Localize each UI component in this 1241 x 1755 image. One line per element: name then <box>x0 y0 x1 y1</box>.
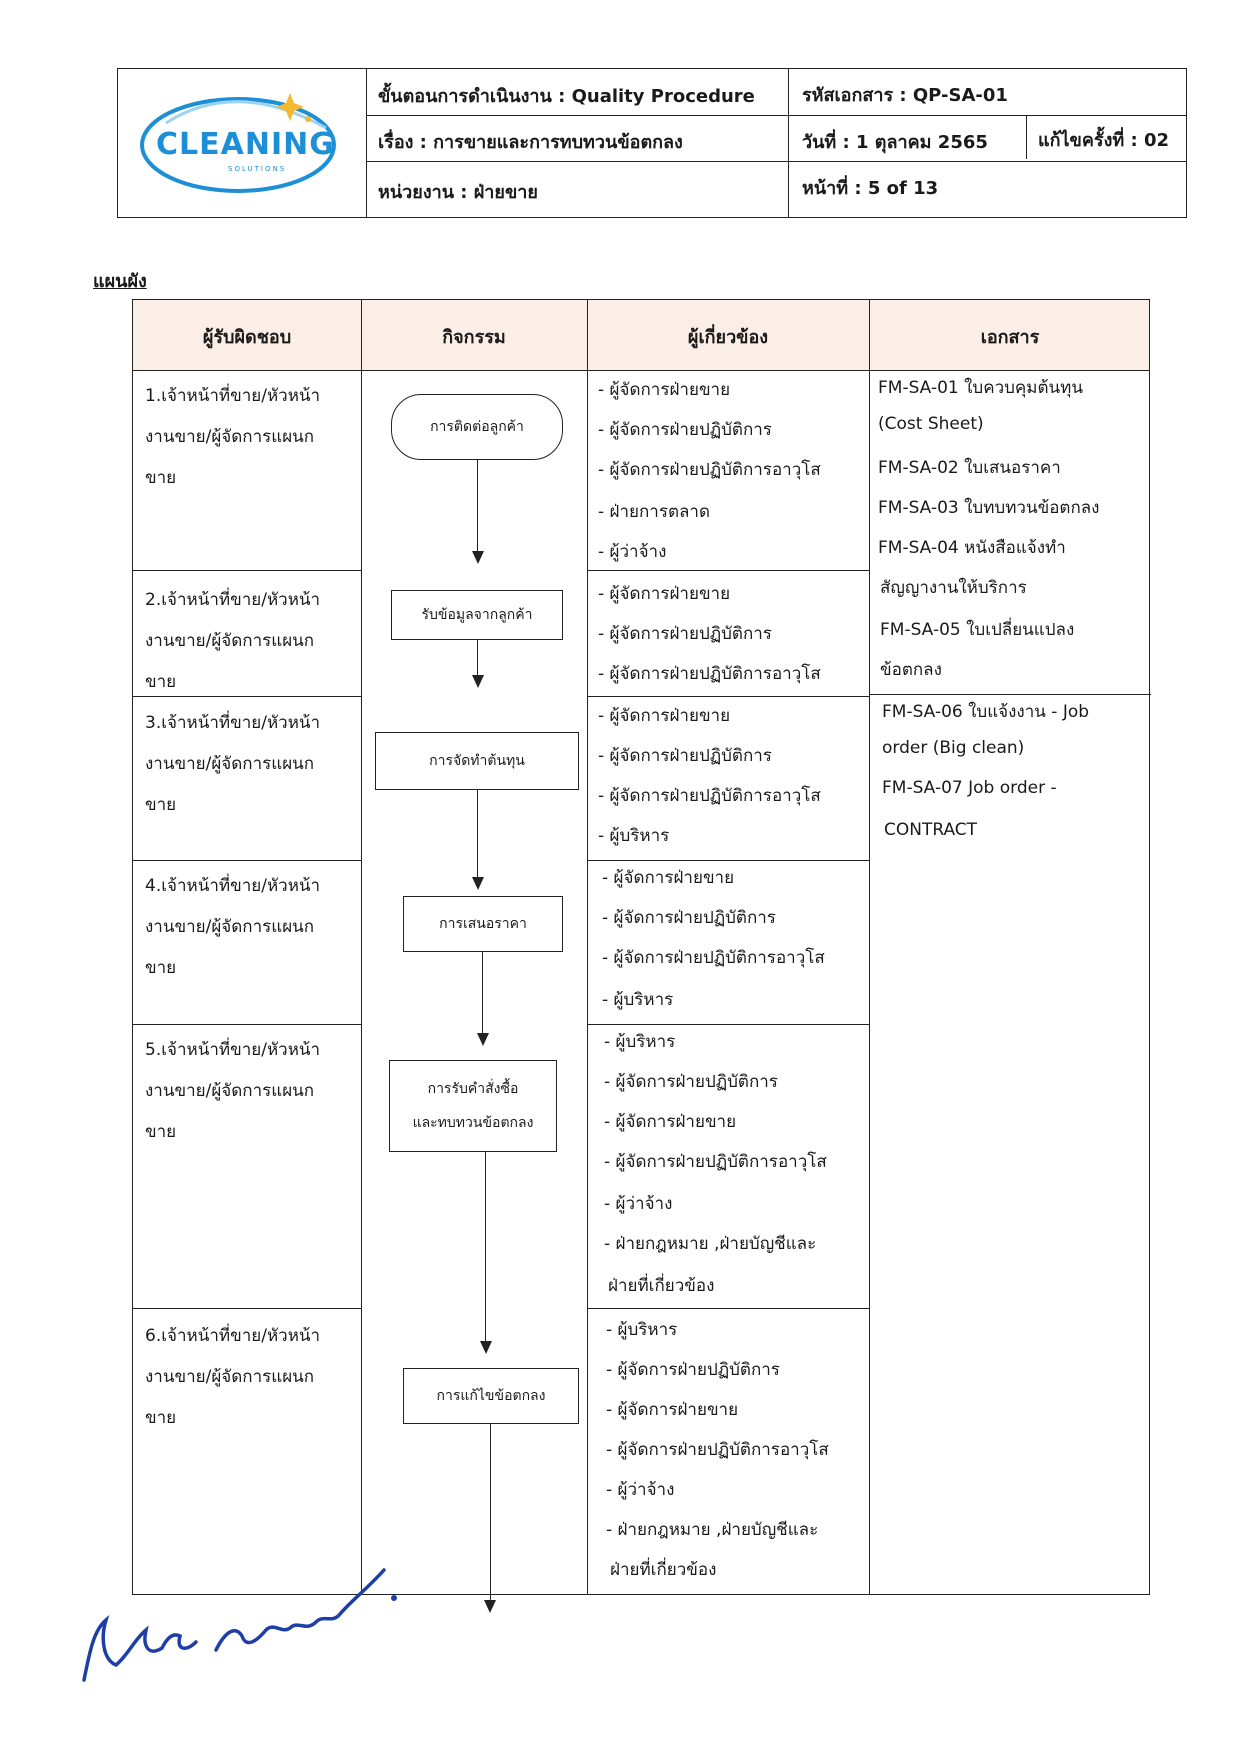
list-item: - ผู้บริหาร <box>606 1320 678 1340</box>
table-header <box>133 300 1149 371</box>
document-item: FM-SA-01 ใบควบคุมต้นทุน <box>878 378 1083 398</box>
activity-quotation: การเสนอราคา <box>403 896 563 952</box>
list-item: - ผู้จัดการฝ่ายปฏิบัติการอาวุโส <box>602 948 825 968</box>
list-item: - ฝ่ายการตลาด <box>598 502 711 522</box>
list-item: - ผู้จัดการฝ่ายปฏิบัติการอาวุโส <box>606 1440 829 1460</box>
document-item: order (Big clean) <box>882 738 1025 758</box>
list-item: - ผู้จัดการฝ่ายปฏิบัติการ <box>606 1360 780 1380</box>
list-item: - ผู้จัดการฝ่ายปฏิบัติการ <box>598 624 772 644</box>
document-date: วันที่ : 1 ตุลาคม 2565 <box>802 132 988 153</box>
list-item: - ผู้จัดการฝ่ายปฏิบัติการ <box>598 746 772 766</box>
document-item: ข้อตกลง <box>880 660 942 680</box>
list-item: - ผู้จัดการฝ่ายขาย <box>598 584 731 604</box>
procedure-title: ขั้นตอนการดำเนินงาน : Quality Procedure <box>378 86 755 107</box>
list-item: - ผู้บริหาร <box>604 1032 676 1052</box>
document-header <box>117 68 1187 218</box>
responsible-row-6: 6.เจ้าหน้าที่ขาย/หัวหน้า งานขาย/ผู้จัดการแผนก ขาย <box>145 1326 321 1428</box>
revision-number: แก้ไขครั้งที่ : 02 <box>1038 130 1170 151</box>
list-item: - ผู้จัดการฝ่ายปฏิบัติการ <box>604 1072 778 1092</box>
list-item: - ผู้จัดการฝ่ายปฏิบัติการอาวุโส <box>604 1152 827 1172</box>
responsible-row-1: 1.เจ้าหน้าที่ขาย/หัวหน้า งานขาย/ผู้จัดการแผนก ขาย <box>145 386 321 488</box>
list-item: - ฝ่ายกฎหมาย ,ฝ่ายบัญชีและ <box>606 1520 819 1540</box>
list-item: ฝ่ายที่เกี่ยวข้อง <box>610 1560 717 1580</box>
logo-subtext: SOLUTIONS <box>228 165 287 173</box>
list-item: - ผู้จัดการฝ่ายขาย <box>598 706 731 726</box>
responsible-row-3: 3.เจ้าหน้าที่ขาย/หัวหน้า งานขาย/ผู้จัดการแผนก ขาย <box>145 713 321 815</box>
document-item: FM-SA-04 หนังสือแจ้งทำ <box>878 538 1066 558</box>
flow-continue-arrow <box>484 1600 496 1613</box>
list-item: - ผู้บริหาร <box>598 826 670 846</box>
document-item: CONTRACT <box>884 820 978 840</box>
list-item: - ผู้จัดการฝ่ายปฏิบัติการอาวุโส <box>598 664 821 684</box>
list-item: - ผู้บริหาร <box>602 990 674 1010</box>
header-documents: เอกสาร <box>980 327 1040 348</box>
logo-wordmark: CLEANING <box>156 127 335 162</box>
document-item: สัญญางานให้บริการ <box>880 578 1027 598</box>
document-item: FM-SA-06 ใบแจ้งงาน - Job <box>882 702 1090 722</box>
list-item: - ผู้จัดการฝ่ายปฏิบัติการอาวุโส <box>598 460 821 480</box>
header-responsible: ผู้รับผิดชอบ <box>202 327 292 348</box>
list-item: - ผู้จัดการฝ่ายขาย <box>604 1112 737 1132</box>
activity-contact-customer: การติดต่อลูกค้า <box>391 394 563 460</box>
page-number: หน้าที่ : 5 of 13 <box>802 178 939 199</box>
responsible-row-2: 2.เจ้าหน้าที่ขาย/หัวหน้า งานขาย/ผู้จัดการแผนก ขาย <box>145 590 321 692</box>
document-item: FM-SA-07 Job order - <box>882 778 1057 798</box>
list-item: - ผู้จัดการฝ่ายปฏิบัติการ <box>598 420 772 440</box>
document-item: FM-SA-02 ใบเสนอราคา <box>878 458 1061 478</box>
header-activity: กิจกรรม <box>442 327 506 348</box>
list-item: - ผู้จัดการฝ่ายขาย <box>602 868 735 888</box>
header-related: ผู้เกี่ยวข้อง <box>687 327 769 348</box>
activity-amend-agreement: การแก้ไขข้อตกลง <box>403 1368 579 1424</box>
activity-receive-customer-info: รับข้อมูลจากลูกค้า <box>391 590 563 640</box>
subject-title: เรื่อง : การขายและการทบทวนข้อตกลง <box>378 132 683 153</box>
list-item: - ผู้จัดการฝ่ายขาย <box>606 1400 739 1420</box>
document-code: รหัสเอกสาร : QP-SA-01 <box>802 85 1008 106</box>
list-item: ฝ่ายที่เกี่ยวข้อง <box>608 1276 715 1296</box>
responsible-row-5: 5.เจ้าหน้าที่ขาย/หัวหน้า งานขาย/ผู้จัดการแผนก ขาย <box>145 1040 321 1142</box>
activity-costing: การจัดทำต้นทุน <box>375 732 579 790</box>
list-item: - ผู้ว่าจ้าง <box>606 1480 675 1500</box>
list-item: - ผู้จัดการฝ่ายขาย <box>598 380 731 400</box>
list-item: - ฝ่ายกฎหมาย ,ฝ่ายบัญชีและ <box>604 1234 817 1254</box>
list-item: - ผู้ว่าจ้าง <box>598 542 667 562</box>
company-logo <box>136 83 346 203</box>
list-item: - ผู้ว่าจ้าง <box>604 1194 673 1214</box>
list-item: - ผู้จัดการฝ่ายปฏิบัติการ <box>602 908 776 928</box>
responsible-row-4: 4.เจ้าหน้าที่ขาย/หัวหน้า งานขาย/ผู้จัดการแผนก ขาย <box>145 876 321 978</box>
list-item: - ผู้จัดการฝ่ายปฏิบัติการอาวุโส <box>598 786 821 806</box>
document-item: FM-SA-05 ใบเปลี่ยนแปลง <box>880 620 1075 640</box>
section-title: แผนผัง <box>93 271 147 292</box>
document-item: (Cost Sheet) <box>878 414 984 434</box>
document-item: FM-SA-03 ใบทบทวนข้อตกลง <box>878 498 1100 518</box>
department-label: หน่วยงาน : ฝ่ายขาย <box>378 182 538 203</box>
signature <box>76 1560 416 1690</box>
activity-order-and-review: การรับคำสั่งซื้อ และทบทวนข้อตกลง <box>389 1060 557 1152</box>
